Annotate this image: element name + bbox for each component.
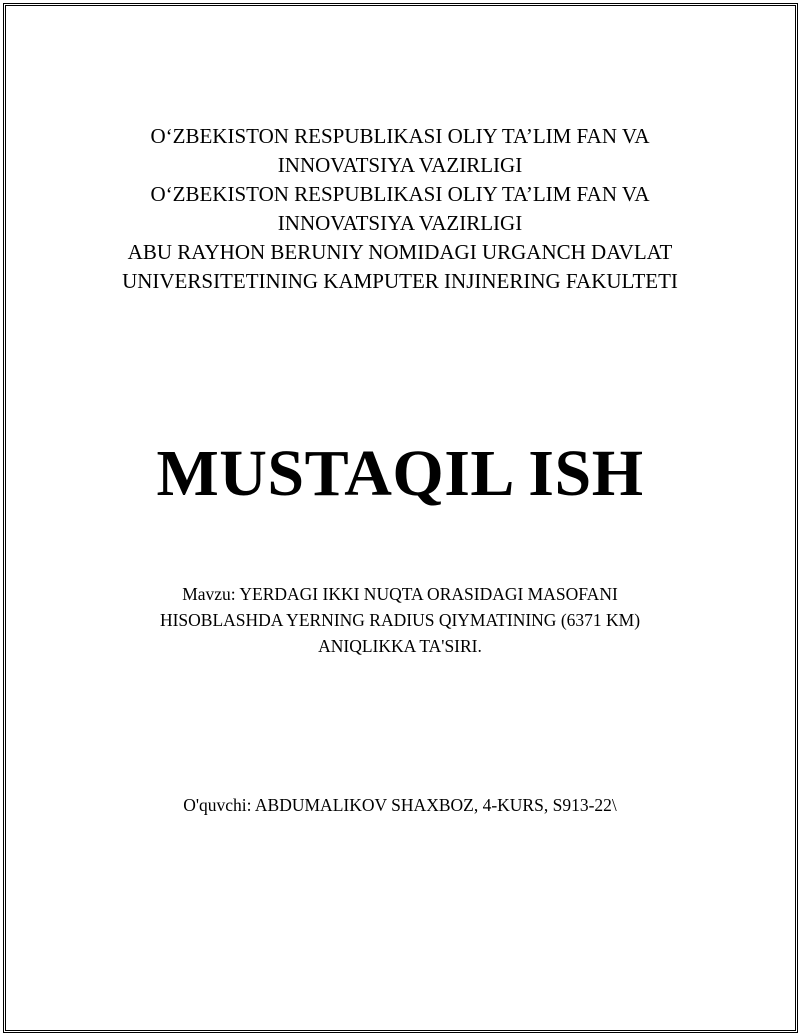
topic-line: Mavzu: YERDAGI IKKI NUQTA ORASIDAGI MASOFANI — [182, 584, 618, 604]
header-line: ABU RAYHON BERUNIY NOMIDAGI URGANCH DAVLAT — [127, 240, 673, 264]
header-line: O‘ZBEKISTON RESPUBLIKASI OLIY TA’LIM FAN VA — [150, 124, 650, 148]
student-info: O'quvchi: ABDUMALIKOV SHAXBOZ, 4-KURS, S913-22\ — [183, 795, 617, 815]
institution-header — [0, 122, 800, 296]
topic — [0, 581, 800, 659]
topic-line: HISOBLASHDA YERNING RADIUS QIYMATINING (6371 KM) — [159, 610, 641, 630]
header-line: O‘ZBEKISTON RESPUBLIKASI OLIY TA’LIM FAN VA — [150, 182, 650, 206]
topic-line: ANIQLIKKA TA'SIRI. — [318, 636, 482, 656]
header-line: INNOVATSIYA VAZIRLIGI — [277, 153, 523, 177]
header-line: INNOVATSIYA VAZIRLIGI — [277, 211, 523, 235]
document-title: MUSTAQIL ISH — [156, 437, 644, 510]
header-line: UNIVERSITETINING KAMPUTER INJINERING FAKULTETI — [122, 269, 678, 293]
